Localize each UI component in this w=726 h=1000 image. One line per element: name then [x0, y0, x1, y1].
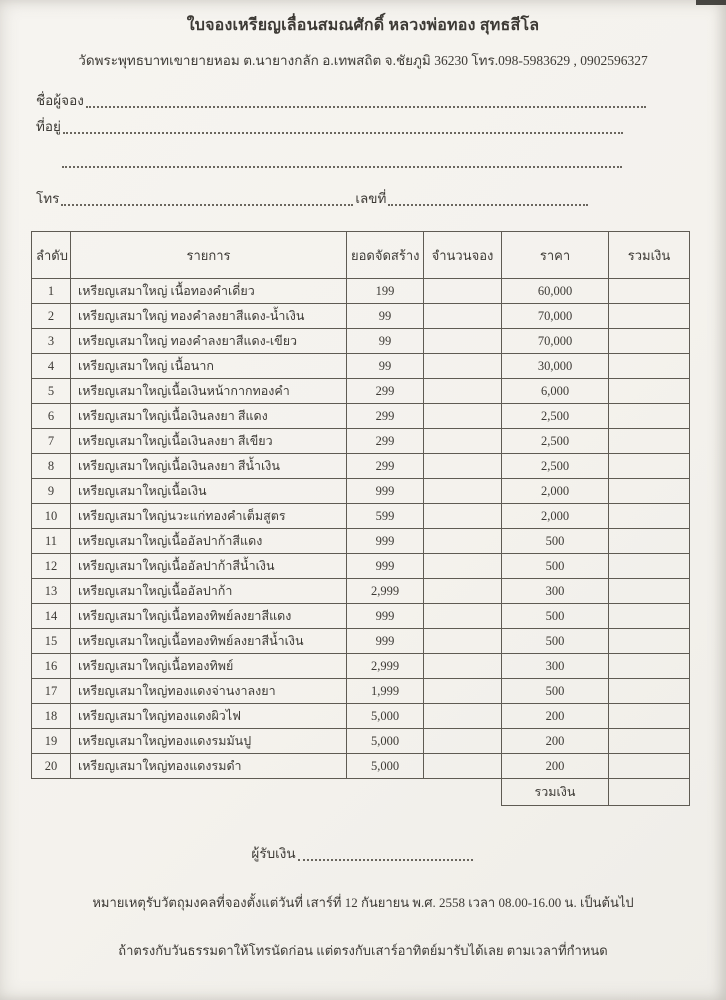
cell-made-amount: 999 [347, 629, 424, 654]
cell-item-name: เหรียญเสมาใหญ่เนื้ออัลปาก้าสีน้ำเงิน [71, 554, 347, 579]
table-row [32, 504, 690, 529]
cell-item-name: เหรียญเสมาใหญ่ ทองคำลงยาสีแดง-เขียว [71, 329, 347, 354]
cell-order-qty [424, 354, 502, 379]
cell-line-total [609, 754, 690, 779]
cell-price: 2,000 [502, 479, 609, 504]
cell-line-total [609, 654, 690, 679]
cell-line-total [609, 279, 690, 304]
cell-order-qty [424, 379, 502, 404]
cell-item-name: เหรียญเสมาใหญ่ทองแดงรมดำ [71, 754, 347, 779]
cell-order-qty [424, 679, 502, 704]
cell-order-qty [424, 729, 502, 754]
cell-item-name: เหรียญเสมาใหญ่ เนื้อนาก [71, 354, 347, 379]
cell-row-number: 9 [32, 479, 71, 504]
cell-row-number: 10 [32, 504, 71, 529]
order-table-body [32, 279, 690, 779]
address-blank [63, 119, 623, 135]
table-row [32, 379, 690, 404]
cell-price: 500 [502, 529, 609, 554]
cell-line-total [609, 554, 690, 579]
table-row [32, 354, 690, 379]
order-table [31, 231, 690, 806]
col-header-made: ยอดจัดสร้าง [347, 232, 424, 279]
cell-item-name: เหรียญเสมาใหญ่เนื้อเงินลงยา สีน้ำเงิน [71, 454, 347, 479]
cell-made-amount: 99 [347, 354, 424, 379]
field-address-continued [60, 145, 690, 171]
cell-made-amount: 999 [347, 479, 424, 504]
doc-number-blank [388, 191, 588, 207]
cell-item-name: เหรียญเสมาใหญ่เนื้อทองทิพย์ลงยาสีน้ำเงิน [71, 629, 347, 654]
col-header-qty: จำนวนจอง [424, 232, 502, 279]
cell-line-total [609, 504, 690, 529]
cell-price: 2,500 [502, 404, 609, 429]
cell-item-name: เหรียญเสมาใหญ่เนื้อทองทิพย์ [71, 654, 347, 679]
page-title: ใบจองเหรียญเลื่อนสมณศักดิ์ หลวงพ่อทอง สุทธสีโล [186, 17, 540, 34]
cell-order-qty [424, 404, 502, 429]
cell-line-total [609, 479, 690, 504]
phone-label: โทร [36, 191, 60, 206]
cell-line-total [609, 304, 690, 329]
cell-order-qty [424, 754, 502, 779]
cell-price: 2,500 [502, 429, 609, 454]
cell-line-total [609, 629, 690, 654]
cell-row-number: 12 [32, 554, 71, 579]
table-row [32, 454, 690, 479]
order-table-header [32, 232, 690, 279]
col-header-price: ราคา [502, 232, 609, 279]
cell-line-total [609, 529, 690, 554]
cell-order-qty [424, 629, 502, 654]
table-row [32, 529, 690, 554]
cell-made-amount: 299 [347, 429, 424, 454]
table-row [32, 729, 690, 754]
table-row [32, 629, 690, 654]
table-row [32, 479, 690, 504]
cell-line-total [609, 704, 690, 729]
cell-price: 500 [502, 629, 609, 654]
cell-order-qty [424, 454, 502, 479]
cell-price: 200 [502, 704, 609, 729]
cell-price: 500 [502, 679, 609, 704]
scan-artifact-corner [696, 0, 726, 5]
cell-price: 6,000 [502, 379, 609, 404]
table-row [32, 429, 690, 454]
field-orderer-name [36, 85, 690, 111]
cell-item-name: เหรียญเสมาใหญ่เนื้อเงินลงยา สีเขียว [71, 429, 347, 454]
note-pickup-instructions: ถ้าตรงกับวันธรรมดาให้โทรนัดก่อน แต่ตรงกับเสาร์อาทิตย์มารับได้เลย ตามเวลาที่กำหนด [118, 943, 608, 958]
cell-line-total [609, 429, 690, 454]
cell-made-amount: 299 [347, 454, 424, 479]
phone-blank [61, 191, 353, 207]
cell-price: 200 [502, 729, 609, 754]
cell-order-qty [424, 504, 502, 529]
cell-item-name: เหรียญเสมาใหญ่ เนื้อทองคำเดี่ยว [71, 279, 347, 304]
cell-row-number: 7 [32, 429, 71, 454]
cell-made-amount: 2,999 [347, 654, 424, 679]
table-row [32, 329, 690, 354]
cell-row-number: 20 [32, 754, 71, 779]
cell-row-number: 15 [32, 629, 71, 654]
cell-item-name: เหรียญเสมาใหญ่เนื้ออัลปาก้า [71, 579, 347, 604]
cell-row-number: 8 [32, 454, 71, 479]
cell-item-name: เหรียญเสมาใหญ่เนื้อทองทิพย์ลงยาสีแดง [71, 604, 347, 629]
cell-row-number: 5 [32, 379, 71, 404]
cell-made-amount: 5,000 [347, 754, 424, 779]
cell-item-name: เหรียญเสมาใหญ่เนื้ออัลปาก้าสีแดง [71, 529, 347, 554]
cell-order-qty [424, 554, 502, 579]
cell-row-number: 1 [32, 279, 71, 304]
cell-line-total [609, 329, 690, 354]
grand-total-label: รวมเงิน [502, 779, 609, 806]
cell-row-number: 6 [32, 404, 71, 429]
table-row [32, 704, 690, 729]
receiver-signature-blank [298, 846, 473, 862]
address-blank-line2 [62, 153, 622, 169]
receiver-label: ผู้รับเงิน [251, 846, 296, 861]
cell-item-name: เหรียญเสมาใหญ่เนื้อเงินหน้ากากทองคำ [71, 379, 347, 404]
cell-line-total [609, 729, 690, 754]
cell-made-amount: 299 [347, 404, 424, 429]
temple-address-line: วัดพระพุทธบาทเขายายหอม ต.นายางกลัก อ.เทพสถิต จ.ชัยภูมิ 36230 โทร.098-5983629 , 0902596327 [78, 53, 648, 68]
cell-made-amount: 99 [347, 329, 424, 354]
cell-row-number: 16 [32, 654, 71, 679]
cell-made-amount: 999 [347, 604, 424, 629]
cell-price: 200 [502, 754, 609, 779]
cell-row-number: 4 [32, 354, 71, 379]
cell-item-name: เหรียญเสมาใหญ่ทองแดงรมมันปู [71, 729, 347, 754]
cell-line-total [609, 454, 690, 479]
cell-row-number: 13 [32, 579, 71, 604]
cell-made-amount: 2,999 [347, 579, 424, 604]
table-row [32, 604, 690, 629]
cell-order-qty [424, 579, 502, 604]
col-header-total: รวมเงิน [609, 232, 690, 279]
total-row-spacer [32, 779, 502, 806]
cell-order-qty [424, 279, 502, 304]
cell-price: 2,000 [502, 504, 609, 529]
cell-row-number: 19 [32, 729, 71, 754]
field-address [36, 111, 690, 137]
cell-price: 500 [502, 604, 609, 629]
doc-number-label: เลขที่ [355, 191, 387, 206]
cell-made-amount: 5,000 [347, 704, 424, 729]
address-label: ที่อยู่ [36, 119, 61, 134]
cell-made-amount: 5,000 [347, 729, 424, 754]
cell-made-amount: 1,999 [347, 679, 424, 704]
cell-row-number: 17 [32, 679, 71, 704]
col-header-item: รายการ [71, 232, 347, 279]
cell-line-total [609, 604, 690, 629]
cell-order-qty [424, 429, 502, 454]
table-row [32, 279, 690, 304]
field-phone-and-number [36, 183, 690, 209]
table-row [32, 404, 690, 429]
cell-line-total [609, 679, 690, 704]
cell-price: 70,000 [502, 304, 609, 329]
cell-row-number: 11 [32, 529, 71, 554]
cell-price: 30,000 [502, 354, 609, 379]
cell-item-name: เหรียญเสมาใหญ่ทองแดงจ่านงาลงยา [71, 679, 347, 704]
table-row [32, 554, 690, 579]
field-money-receiver [0, 842, 726, 864]
cell-price: 2,500 [502, 454, 609, 479]
col-header-no: ลำดับ [32, 232, 71, 279]
cell-line-total [609, 404, 690, 429]
cell-made-amount: 999 [347, 529, 424, 554]
cell-price: 500 [502, 554, 609, 579]
cell-order-qty [424, 479, 502, 504]
cell-order-qty [424, 704, 502, 729]
cell-order-qty [424, 604, 502, 629]
cell-price: 300 [502, 579, 609, 604]
cell-made-amount: 599 [347, 504, 424, 529]
cell-item-name: เหรียญเสมาใหญ่ทองแดงผิวไฟ [71, 704, 347, 729]
orderer-name-label: ชื่อผู้จอง [36, 93, 84, 108]
cell-line-total [609, 379, 690, 404]
note-pickup-date: หมายเหตุรับวัตถุมงคลที่จองตั้งแต่วันที่ เสาร์ที่ 12 กันยายน พ.ศ. 2558 เวลา 08.00-16.00 น. เป็นต้นไป [92, 895, 634, 910]
cell-line-total [609, 579, 690, 604]
cell-order-qty [424, 329, 502, 354]
cell-line-total [609, 354, 690, 379]
form-area [36, 85, 690, 209]
cell-order-qty [424, 654, 502, 679]
cell-row-number: 14 [32, 604, 71, 629]
cell-made-amount: 299 [347, 379, 424, 404]
cell-item-name: เหรียญเสมาใหญ่เนื้อเงิน [71, 479, 347, 504]
cell-row-number: 3 [32, 329, 71, 354]
table-row [32, 304, 690, 329]
cell-made-amount: 99 [347, 304, 424, 329]
cell-row-number: 2 [32, 304, 71, 329]
cell-item-name: เหรียญเสมาใหญ่นวะแก่ทองคำเต็มสูตร [71, 504, 347, 529]
cell-price: 60,000 [502, 279, 609, 304]
cell-order-qty [424, 529, 502, 554]
orderer-name-blank [86, 93, 646, 109]
cell-price: 70,000 [502, 329, 609, 354]
cell-item-name: เหรียญเสมาใหญ่เนื้อเงินลงยา สีแดง [71, 404, 347, 429]
table-row [32, 754, 690, 779]
cell-made-amount: 199 [347, 279, 424, 304]
table-row [32, 679, 690, 704]
cell-price: 300 [502, 654, 609, 679]
cell-item-name: เหรียญเสมาใหญ่ ทองคำลงยาสีแดง-น้ำเงิน [71, 304, 347, 329]
table-row [32, 579, 690, 604]
cell-order-qty [424, 304, 502, 329]
grand-total-value [609, 779, 690, 806]
grand-total-row [32, 779, 690, 806]
cell-row-number: 18 [32, 704, 71, 729]
cell-made-amount: 999 [347, 554, 424, 579]
table-row [32, 654, 690, 679]
